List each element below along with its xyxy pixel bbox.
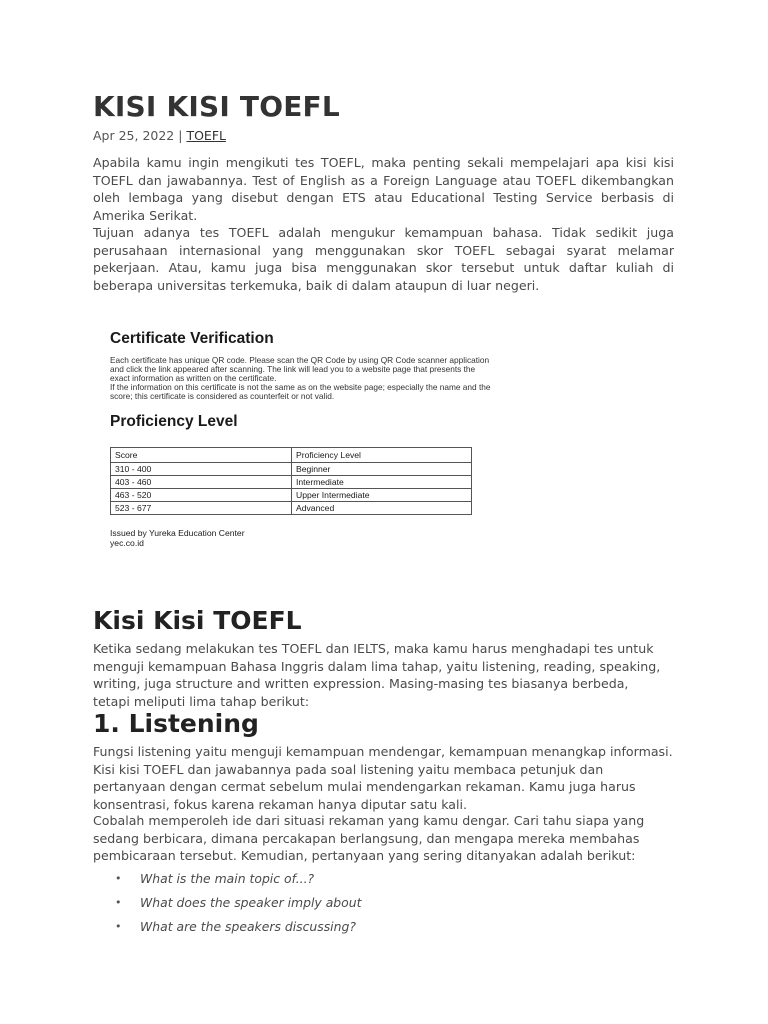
question-text: What are the speakers discussing? [140,919,356,934]
bullet-icon: • [115,896,122,909]
question-text: What does the speaker imply about [140,895,362,910]
section-heading-kisi: Kisi Kisi TOEFL [93,606,302,635]
table-header-row [111,448,472,463]
table-row [111,502,472,515]
score-cell: 523 - 677 [111,502,292,515]
intro-paragraph-2: Tujuan adanya tes TOEFL adalah mengukur kemampuan bahasa. Tidak sedikit juga perusahaan internasional yang menggunakan skor TOEFL sebagai syarat melamar pekerjaan. Atau, kamu juga bisa menggunakan skor tersebut untuk daftar kuliah di beberapa universitas terkemuka, baik di dalam ataupun di luar negeri. [93,225,674,293]
question-text: What is the main topic of...? [140,871,315,886]
level-cell: Intermediate [292,476,472,489]
issuer-info [110,529,550,548]
certificate-image [110,330,550,548]
meta-separator: | [178,128,183,143]
table-row [111,476,472,489]
proficiency-table [110,447,472,515]
bullet-icon: • [115,872,122,885]
section-kisi-paragraph: Ketika sedang melakukan tes TOEFL dan IELTS, maka kamu harus menghadapi tes untuk menguji kemampuan Bahasa Inggris dalam lima tahap, yaitu listening, reading, speaking, writing, juga structure and written expression. Masing-masing tes biasanya berbeda, tetapi meliputi lima tahap berikut: [93,641,661,709]
list-item [93,870,361,894]
column-header-score: Score [111,448,292,463]
list-item [93,894,361,918]
listening-paragraph-1: Fungsi listening yaitu menguji kemampuan mendengar, kemampuan menangkap informasi. Kisi kisi TOEFL dan jawabannya pada soal listening yaitu membaca petunjuk dan pertanyaan dengan cermat sebelum mulai mendengarkan rekaman. Kamu juga harus konsentrasi, fokus karena rekaman hanya diputar satu kali. [93,744,673,812]
intro-paragraph-1: Apabila kamu ingin mengikuti tes TOEFL, maka penting sekali mempelajari apa kisi kisi TOEFL dan jawabannya. Test of English as a Foreign Language atau TOEFL dikembangkan oleh lembaga yang disebut dengan ETS atau Educational Testing Service berbasis di Amerika Serikat. [93,155,674,223]
issuer-website: yec.co.id [110,537,144,548]
article-title: KISI KISI TOEFL [93,90,340,123]
list-item [93,918,361,942]
section-heading-listening: 1. Listening [93,709,259,738]
proficiency-heading: Proficiency Level [110,413,238,431]
certificate-body: Each certificate has unique QR code. Please scan the QR Code by using QR Code scanner application and click the link appeared after scanning. The link will lead you to a website page that presents the exact information as written on the certificate. If the information on this certificate is not the same as on the website page; especially the name and the score; this certificate is considered as counterfeit or not valid. [110,355,491,402]
score-cell: 463 - 520 [111,489,292,502]
category-link[interactable]: TOEFL [186,128,226,143]
listening-paragraph-2: Cobalah memperoleh ide dari situasi rekaman yang kamu dengar. Cari tahu siapa yang sedang berbicara, dimana percakapan berlangsung, dan mengapa mereka membahas pembicaraan tersebut. Kemudian, pertanyaan yang sering ditanyakan adalah berikut: [93,813,645,864]
table-row [111,489,472,502]
score-cell: 310 - 400 [111,463,292,476]
level-cell: Beginner [292,463,472,476]
bullet-icon: • [115,920,122,933]
certificate-heading: Certificate Verification [110,330,274,347]
question-list [93,870,361,942]
level-cell: Upper Intermediate [292,489,472,502]
column-header-level: Proficiency Level [292,448,472,463]
score-cell: 403 - 460 [111,476,292,489]
issuer-name: Issued by Yureka Education Center [110,528,245,539]
post-date: Apr 25, 2022 [93,128,175,143]
table-row [111,463,472,476]
level-cell: Advanced [292,502,472,515]
post-meta [93,128,226,143]
